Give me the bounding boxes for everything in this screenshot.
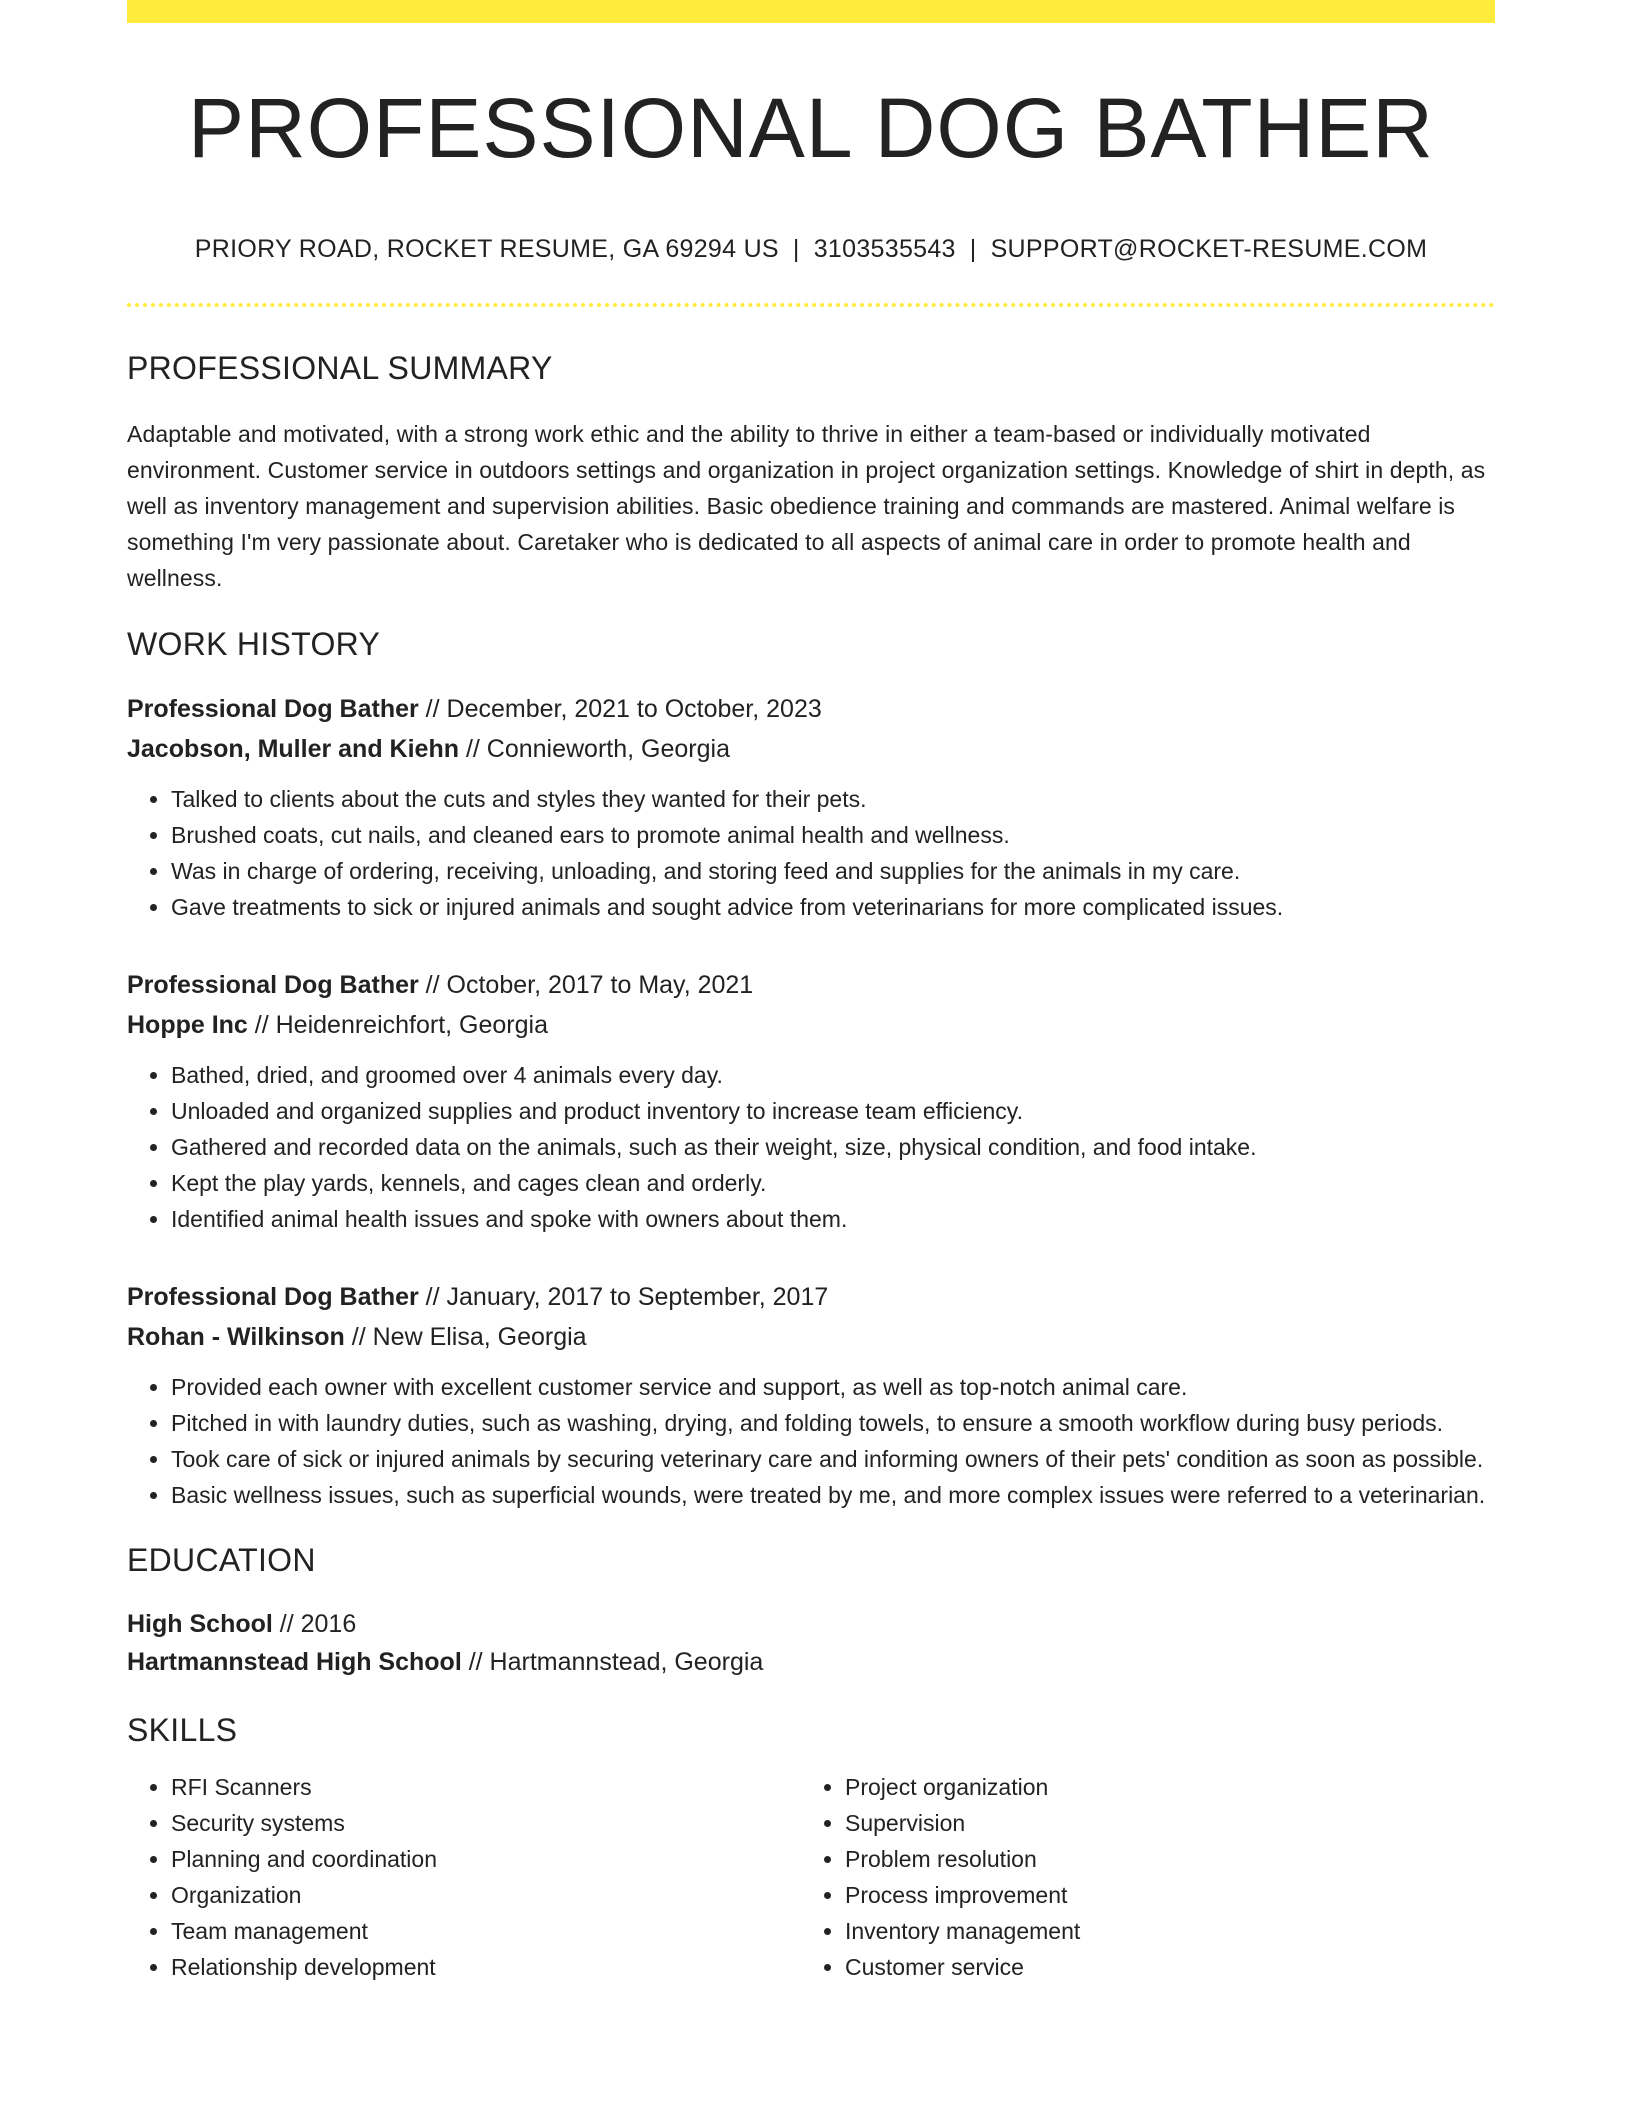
skill-item: • Organization xyxy=(171,1877,801,1913)
resume-page xyxy=(127,0,1495,1985)
list-item: • Kept the play yards, kennels, and cages clean and orderly. xyxy=(171,1165,1495,1201)
contact-separator: | xyxy=(792,235,800,264)
skill-item: • Planning and coordination xyxy=(171,1841,801,1877)
job-bullets xyxy=(127,1369,1495,1513)
list-item: • Gathered and recorded data on the animals, such as their weight, size, physical condition, and food intake. xyxy=(171,1129,1495,1165)
skill-item: • RFI Scanners xyxy=(171,1769,801,1805)
list-item: • Was in charge of ordering, receiving, unloading, and storing feed and supplies for the animals in my care. xyxy=(171,853,1495,889)
job-role: Professional Dog Bather xyxy=(127,1283,419,1312)
education-entry xyxy=(127,1605,1495,1681)
list-item: • Unloaded and organized supplies and product inventory to increase team efficiency. xyxy=(171,1093,1495,1129)
job-company: Rohan - Wilkinson xyxy=(127,1323,345,1352)
skill-item: • Inventory management xyxy=(845,1913,1475,1949)
skill-item: • Customer service xyxy=(845,1949,1475,1985)
skill-item: • Project organization xyxy=(845,1769,1475,1805)
skills-list xyxy=(127,1769,1495,1985)
skill-item: • Problem resolution xyxy=(845,1841,1475,1877)
list-item: • Identified animal health issues and spoke with owners about them. xyxy=(171,1201,1495,1237)
candidate-name: PROFESSIONAL DOG BATHER xyxy=(188,81,1434,175)
education-school-line xyxy=(127,1643,1495,1681)
contact-email: SUPPORT@ROCKET-RESUME.COM xyxy=(990,235,1428,264)
job-entry xyxy=(127,965,1495,1237)
list-item: • Took care of sick or injured animals by securing veterinary care and informing owners of their pets' condition as soon as possible. xyxy=(171,1441,1495,1477)
job-bullets xyxy=(127,1057,1495,1237)
work-history-heading: WORK HISTORY xyxy=(127,625,381,662)
job-company-line xyxy=(127,1005,1495,1045)
skill-item: • Supervision xyxy=(845,1805,1475,1841)
skills-heading: SKILLS xyxy=(127,1711,238,1748)
job-bullets xyxy=(127,781,1495,925)
skill-item: • Team management xyxy=(171,1913,801,1949)
education-degree: High School xyxy=(127,1609,273,1638)
summary-text: Adaptable and motivated, with a strong work ethic and the ability to thrive in either a team-based or individually motivated environment. Customer service in outdoors settings and organization in project organization settings. Knowledge of shirt in depth, as well as inventory management and supervision abilities. Basic obedience training and commands are mastered. Animal welfare is something I'm very passionate about. Caretaker who is dedicated to all aspects of animal care in order to promote health and wellness. xyxy=(127,420,1486,591)
skill-item: • Security systems xyxy=(171,1805,801,1841)
job-role-line xyxy=(127,689,1495,729)
job-location: // Heidenreichfort, Georgia xyxy=(247,1011,548,1040)
education-degree-line xyxy=(127,1605,1495,1643)
education-location: // Hartmannstead, Georgia xyxy=(461,1647,764,1676)
job-role: Professional Dog Bather xyxy=(127,695,419,724)
list-item: • Basic wellness issues, such as superficial wounds, were treated by me, and more complex issues were referred to a veterinarian. xyxy=(171,1477,1495,1513)
job-dates: // January, 2017 to September, 2017 xyxy=(418,1283,829,1312)
job-role: Professional Dog Bather xyxy=(127,971,419,1000)
job-entry xyxy=(127,689,1495,925)
contact-phone: 3103535543 xyxy=(813,235,956,264)
list-item: • Gave treatments to sick or injured animals and sought advice from veterinarians for more complicated issues. xyxy=(171,889,1495,925)
list-item: • Brushed coats, cut nails, and cleaned ears to promote animal health and wellness. xyxy=(171,817,1495,853)
skills-column-left xyxy=(127,1769,801,1985)
job-company: Hoppe Inc xyxy=(127,1011,248,1040)
job-entry xyxy=(127,1277,1495,1513)
job-role-line xyxy=(127,1277,1495,1317)
contact-line xyxy=(127,234,1495,264)
top-accent-bar xyxy=(127,0,1495,23)
education-heading: EDUCATION xyxy=(127,1542,316,1579)
education-school: Hartmannstead High School xyxy=(127,1647,462,1676)
job-company-line xyxy=(127,1317,1495,1357)
job-role-line xyxy=(127,965,1495,1005)
summary-heading: PROFESSIONAL SUMMARY xyxy=(127,350,553,387)
job-location: // New Elisa, Georgia xyxy=(344,1323,587,1352)
skills-column-right xyxy=(801,1769,1475,1985)
education-year: // 2016 xyxy=(272,1609,357,1638)
job-dates: // October, 2017 to May, 2021 xyxy=(418,971,754,1000)
header-divider xyxy=(127,303,1495,307)
job-company: Jacobson, Muller and Kiehn xyxy=(127,735,459,764)
job-dates: // December, 2021 to October, 2023 xyxy=(418,695,822,724)
contact-separator: | xyxy=(969,235,977,264)
list-item: • Bathed, dried, and groomed over 4 animals every day. xyxy=(171,1057,1495,1093)
list-item: • Provided each owner with excellent customer service and support, as well as top-notch animal care. xyxy=(171,1369,1495,1405)
job-location: // Connieworth, Georgia xyxy=(459,735,730,764)
skill-item: • Process improvement xyxy=(845,1877,1475,1913)
list-item: • Pitched in with laundry duties, such as washing, drying, and folding towels, to ensure a smooth workflow during busy periods. xyxy=(171,1405,1495,1441)
contact-address: PRIORY ROAD, ROCKET RESUME, GA 69294 US xyxy=(194,235,779,264)
list-item: • Talked to clients about the cuts and styles they wanted for their pets. xyxy=(171,781,1495,817)
skill-item: • Relationship development xyxy=(171,1949,801,1985)
job-company-line xyxy=(127,729,1495,769)
